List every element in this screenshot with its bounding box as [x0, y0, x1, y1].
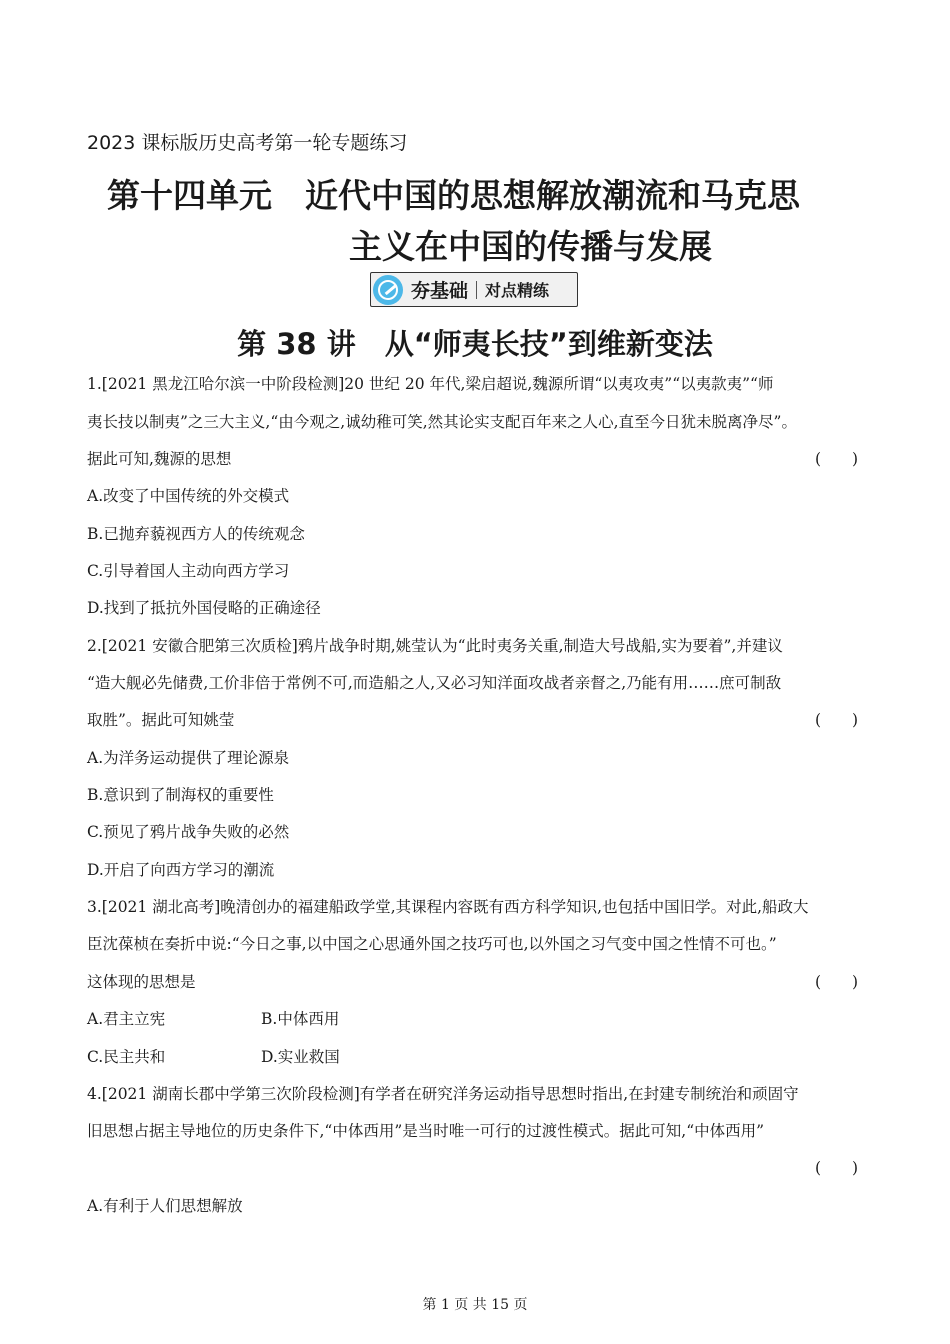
option-c: C.预见了鸦片战争失败的必然	[87, 823, 290, 841]
badge-divider	[476, 281, 477, 299]
unit-title-line1: 第十四单元 近代中国的思想解放潮流和马克思	[107, 176, 800, 215]
question-text-line: 4.[2021 湖南长郡中学第三次阶段检测]有学者在研究洋务运动指导思想时指出,在封建专制统治和顽固守	[87, 1085, 799, 1103]
question-text-line: 取胜”。据此可知姚莹	[87, 711, 235, 729]
option-b: B.中体西用	[261, 1010, 340, 1028]
option-a: A.为洋务运动提供了理论源泉	[87, 749, 290, 767]
page-footer: 第 1 页 共 15 页	[422, 1297, 528, 1313]
option-a: A.改变了中国传统的外交模式	[87, 487, 290, 505]
option-b: B.已抛弃藐视西方人的传统观念	[87, 525, 305, 543]
badge-main-label: 夯基础	[411, 280, 469, 302]
target-check-icon	[373, 275, 403, 305]
answer-parentheses: ( )	[815, 450, 859, 468]
option-c: C.引导着国人主动向西方学习	[87, 562, 290, 580]
option-d: D.开启了向西方学习的潮流	[87, 861, 275, 879]
section-badge	[370, 272, 578, 307]
unit-title-line2: 主义在中国的传播与发展	[349, 227, 712, 266]
question-text-line: 旧思想占据主导地位的历史条件下,“中体西用”是当时唯一可行的过渡性模式。据此可知,“中体西用”	[87, 1122, 765, 1140]
question-text-line: 据此可知,魏源的思想	[87, 450, 232, 468]
question-text-line: 臣沈葆桢在奏折中说:“今日之事,以中国之心思通外国之技巧可也,以外国之习气变中国之性情不可也。”	[87, 935, 777, 953]
question-text-line: 1.[2021 黑龙江哈尔滨一中阶段检测]20 世纪 20 年代,梁启超说,魏源所谓“以夷攻夷”“以夷款夷”“师	[87, 375, 774, 393]
option-a: A.君主立宪	[87, 1010, 166, 1028]
lecture-title: 第 38 讲 从“师夷长技”到维新变法	[237, 327, 713, 361]
question-text-line: 3.[2021 湖北高考]晚清创办的福建船政学堂,其课程内容既有西方科学知识,也包括中国旧学。对此,船政大	[87, 898, 809, 916]
option-c: C.民主共和	[87, 1048, 166, 1066]
option-a: A.有利于人们思想解放	[87, 1197, 243, 1215]
question-text-line: 夷长技以制夷”之三大主义,“由今观之,诚幼稚可笑,然其论实支配百年来之人心,直至今日犹未脱离净尽”。	[87, 413, 797, 431]
question-text-line: 2.[2021 安徽合肥第三次质检]鸦片战争时期,姚莹认为“此时夷务关重,制造大号战船,实为要着”,并建议	[87, 637, 783, 655]
answer-parentheses: ( )	[815, 1159, 859, 1177]
option-d: D.找到了抵抗外国侵略的正确途径	[87, 599, 321, 617]
answer-parentheses: ( )	[815, 711, 859, 729]
option-d: D.实业救国	[261, 1048, 340, 1066]
badge-sub-label: 对点精练	[485, 281, 550, 300]
question-text-line: 这体现的思想是	[87, 973, 196, 991]
answer-parentheses: ( )	[815, 973, 859, 991]
option-b: B.意识到了制海权的重要性	[87, 786, 274, 804]
question-text-line: “造大舰必先储费,工价非倍于常例不可,而造船之人,又必习知洋面攻战者亲督之,乃能有用……庶可制敌	[87, 674, 782, 692]
series-title: 2023 课标版历史高考第一轮专题练习	[87, 132, 408, 154]
